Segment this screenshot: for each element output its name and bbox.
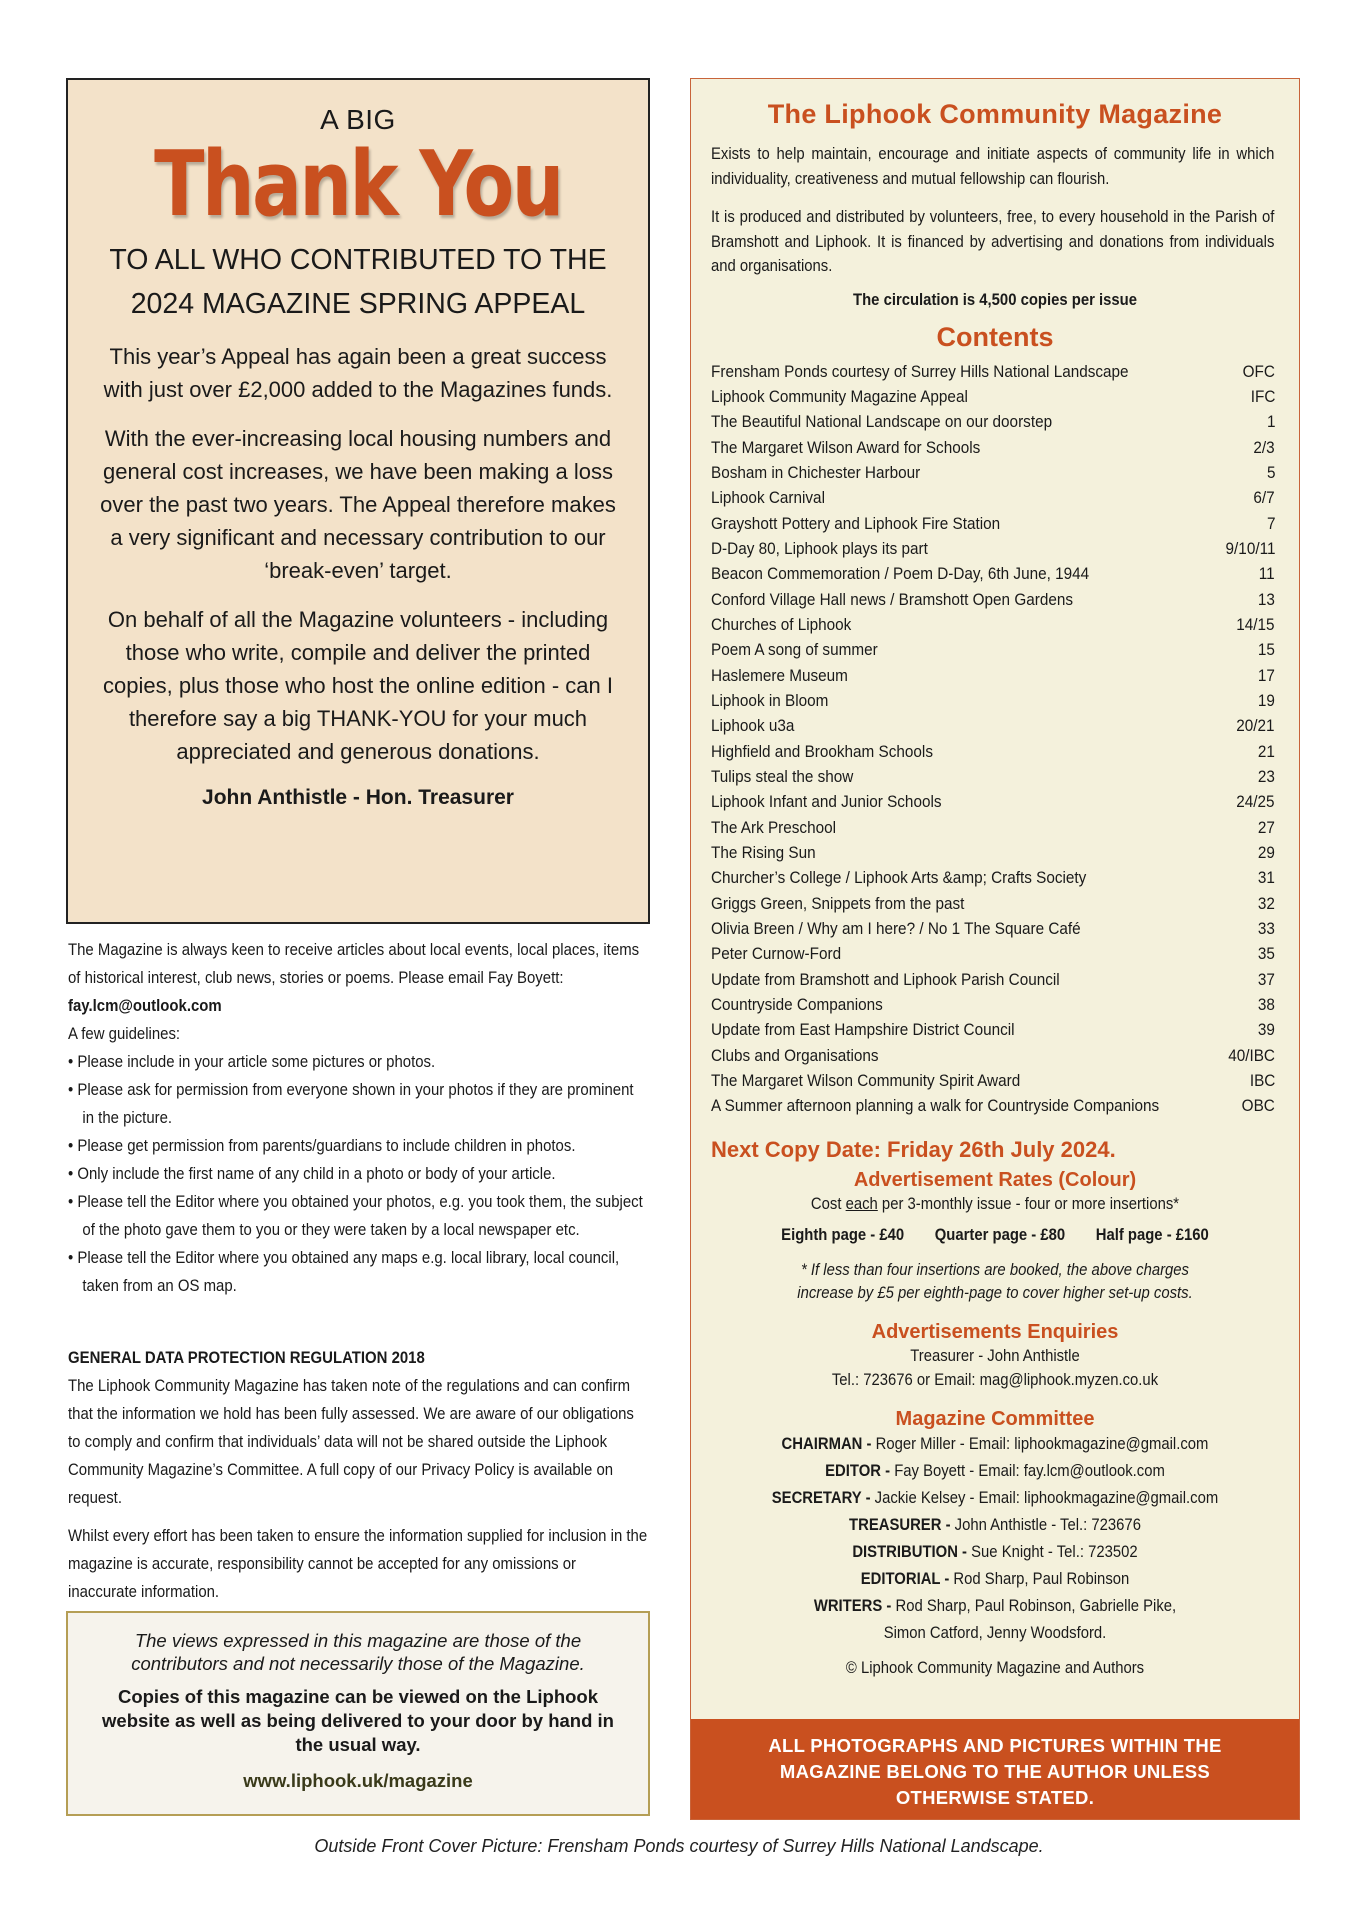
contents-item-page: 21 bbox=[1257, 741, 1275, 761]
guidelines-intro-text: The Magazine is always keen to receive articles about local events, local places, items of historical interest, club news, stories or poems. Please email Fay Boyett: bbox=[68, 940, 640, 987]
committee-row bbox=[721, 1539, 1268, 1566]
guideline-item: • Please include in your article some pictures or photos. bbox=[68, 1052, 436, 1071]
contents-item-title: Liphook u3a bbox=[711, 716, 795, 736]
guideline-item: • Please tell the Editor where you obtained your photos, e.g. you took them, the subject of the photo gave them to you or they were taken by a local newspaper etc. bbox=[68, 1192, 643, 1239]
guideline-item: • Please tell the Editor where you obtained any maps e.g. local library, local council, taken from an OS map. bbox=[68, 1248, 620, 1295]
submission-guidelines bbox=[68, 936, 643, 1300]
cost-post: per 3-monthly issue - four or more insertions* bbox=[877, 1194, 1180, 1213]
contents-row bbox=[711, 384, 1275, 409]
contents-item-title: Frensham Ponds courtesy of Surrey Hills National Landscape bbox=[711, 361, 1129, 381]
contents-row bbox=[711, 536, 1275, 561]
committee-row bbox=[721, 1593, 1268, 1620]
contents-item-title: Haslemere Museum bbox=[711, 665, 848, 685]
contents-row bbox=[711, 739, 1275, 764]
ad-cost-line bbox=[721, 1192, 1268, 1216]
appeal-paragraph-1: This year’s Appeal has again been a great success with just over £2,000 added to the Magazines funds. bbox=[103, 344, 613, 402]
contents-row bbox=[711, 916, 1275, 941]
appeal-heading-line1: TO ALL WHO CONTRIBUTED TO THE bbox=[109, 244, 607, 276]
views-disclaimer: The views expressed in this magazine are those of the contributors and not necessarily those of the Magazine. bbox=[131, 1630, 585, 1674]
contents-row bbox=[711, 359, 1275, 384]
appeal-paragraph-3: On behalf of all the Magazine volunteers - including those who write, compile and deliver the printed copies, plus those who host the online edition - can I therefore say a big THANK-YOU for your much appreciated and generous donations. bbox=[103, 607, 613, 764]
contents-item-title: Countryside Companions bbox=[711, 995, 883, 1015]
contents-item-title: The Beautiful National Landscape on our doorstep bbox=[711, 412, 1053, 432]
cost-pre: Cost bbox=[810, 1194, 846, 1213]
committee-role: SECRETARY - bbox=[771, 1488, 871, 1507]
views-notice-box bbox=[66, 1611, 650, 1816]
banner-line2: MAGAZINE BELONG TO THE AUTHOR UNLESS bbox=[779, 1761, 1211, 1782]
committee-role: DISTRIBUTION - bbox=[852, 1542, 968, 1561]
committee-detail: Roger Miller - Email: liphookmagazine@gmail.com bbox=[871, 1434, 1209, 1453]
banner-line1: ALL PHOTOGRAPHS AND PICTURES WITHIN THE bbox=[768, 1735, 1222, 1756]
guideline-item: • Please get permission from parents/guardians to include children in photos. bbox=[68, 1136, 576, 1155]
contents-item-page: 2/3 bbox=[1253, 437, 1275, 457]
guidelines-intro bbox=[68, 936, 648, 1020]
contents-title: Contents bbox=[936, 321, 1054, 352]
cover-picture-caption: Outside Front Cover Picture: Frensham Ponds courtesy of Surrey Hills National Landscape. bbox=[314, 1836, 1044, 1856]
ad-rates-row bbox=[721, 1226, 1268, 1245]
appeal-paragraph-2: With the ever-increasing local housing numbers and general cost increases, we have been making a loss over the past two years. The Appeal therefore makes a very significant and necessary contribution to our ‘break-even’ target. bbox=[100, 426, 616, 583]
contents-item-title: Beacon Commemoration / Poem D-Day, 6th June, 1944 bbox=[711, 564, 1090, 584]
gdpr-title: GENERAL DATA PROTECTION REGULATION 2018 bbox=[68, 1348, 425, 1367]
copyright-line: © Liphook Community Magazine and Authors bbox=[845, 1658, 1145, 1677]
contents-item-title: Clubs and Organisations bbox=[711, 1045, 879, 1065]
contents-item-page: 27 bbox=[1257, 817, 1275, 837]
contents-item-title: Liphook in Bloom bbox=[711, 690, 829, 710]
committee-title: Magazine Committee bbox=[895, 1407, 1095, 1430]
contents-item-title: Bosham in Chichester Harbour bbox=[711, 462, 921, 482]
contents-item-title: Update from Bramshott and Liphook Parish Council bbox=[711, 969, 1060, 989]
committee-role: EDITOR - bbox=[825, 1461, 891, 1480]
ad-rates-title: Advertisement Rates (Colour) bbox=[853, 1168, 1137, 1191]
thank-you-panel bbox=[66, 78, 650, 924]
contents-item-title: The Margaret Wilson Award for Schools bbox=[711, 437, 981, 457]
rates-footnote bbox=[721, 1259, 1268, 1305]
enquiries-contact[interactable]: Tel.: 723676 or Email: mag@liphook.myzen.co.uk bbox=[831, 1370, 1159, 1389]
guideline-item: • Only include the first name of any child in a photo or body of your article. bbox=[68, 1164, 556, 1183]
appeal-heading bbox=[68, 238, 648, 326]
contents-item-page: 35 bbox=[1257, 944, 1275, 964]
contents-item-page: 11 bbox=[1259, 564, 1275, 584]
contents-item-page: 17 bbox=[1257, 665, 1275, 685]
committee-detail: Fay Boyett - Email: fay.lcm@outlook.com bbox=[890, 1461, 1165, 1480]
committee-row bbox=[721, 1566, 1268, 1593]
next-copy-date: Next Copy Date: Friday 26th July 2024. bbox=[711, 1136, 1116, 1162]
contents-item-page: 37 bbox=[1257, 969, 1275, 989]
enquiries-title: Advertisements Enquiries bbox=[871, 1320, 1119, 1343]
rate-half-page: Half page - £160 bbox=[1095, 1225, 1209, 1244]
contents-row bbox=[711, 637, 1275, 662]
contents-row bbox=[711, 789, 1275, 814]
magazine-website-link[interactable]: www.liphook.uk/magazine bbox=[243, 1770, 473, 1791]
rates-footnote-line2: increase by £5 per eighth-page to cover higher set-up costs. bbox=[797, 1283, 1193, 1302]
contents-item-page: OFC bbox=[1242, 361, 1275, 381]
contents-item-title: The Rising Sun bbox=[711, 843, 816, 863]
contents-item-page: 39 bbox=[1257, 1020, 1275, 1040]
contents-item-page: 20/21 bbox=[1236, 716, 1275, 736]
contents-item-title: Churches of Liphook bbox=[711, 614, 852, 634]
treasurer-signature: John Anthistle - Hon. Treasurer bbox=[202, 786, 514, 809]
contents-row bbox=[711, 1068, 1275, 1093]
contents-item-title: Peter Curnow-Ford bbox=[711, 944, 842, 964]
contents-item-title: Update from East Hampshire District Council bbox=[711, 1020, 1015, 1040]
contents-row bbox=[711, 511, 1275, 536]
contents-item-title: Grayshott Pottery and Liphook Fire Station bbox=[711, 513, 1001, 533]
committee-detail: Rod Sharp, Paul Robinson bbox=[949, 1569, 1130, 1588]
contents-row bbox=[711, 713, 1275, 738]
contents-item-title: A Summer afternoon planning a walk for Countryside Companions bbox=[711, 1096, 1160, 1116]
magazine-distribution-note: It is produced and distributed by volunteers, free, to every household in the Parish of Bramshott and Liphook. It is financed by advertising and donations from individuals and organisations. bbox=[711, 208, 1275, 275]
gdpr-section bbox=[68, 1344, 648, 1606]
rate-quarter-page: Quarter page - £80 bbox=[934, 1225, 1066, 1244]
magazine-title: The Liphook Community Magazine bbox=[767, 99, 1223, 129]
magazine-info-panel bbox=[690, 78, 1300, 1820]
contents-item-page: 23 bbox=[1257, 767, 1275, 786]
contents-list bbox=[711, 359, 1275, 1119]
contents-row bbox=[711, 815, 1275, 840]
contents-row bbox=[711, 435, 1275, 460]
contents-item-title: The Margaret Wilson Community Spirit Award bbox=[711, 1071, 1021, 1091]
contents-item-title: Churcher’s College / Liphook Arts &amp; Crafts Society bbox=[711, 868, 1087, 888]
contents-row bbox=[711, 485, 1275, 510]
contents-item-page: 7 bbox=[1266, 513, 1275, 533]
cost-each: each bbox=[845, 1194, 878, 1213]
contents-item-page: 6/7 bbox=[1253, 488, 1275, 508]
contents-item-page: 33 bbox=[1257, 919, 1275, 939]
contents-row bbox=[711, 941, 1275, 966]
appeal-heading-line2: 2024 MAGAZINE SPRING APPEAL bbox=[130, 288, 586, 320]
a-big-text: A BIG bbox=[320, 104, 396, 135]
contents-item-page: 13 bbox=[1257, 589, 1275, 609]
guideline-item: • Please ask for permission from everyone shown in your photos if they are prominent in the picture. bbox=[68, 1080, 634, 1127]
contents-row bbox=[711, 891, 1275, 916]
contents-row bbox=[711, 992, 1275, 1017]
committee-role: EDITORIAL - bbox=[860, 1569, 950, 1588]
contents-item-title: Conford Village Hall news / Bramshott Open Gardens bbox=[711, 589, 1074, 609]
disclaimer-paragraph: Whilst every effort has been taken to ensure the information supplied for inclusion in the magazine is accurate, responsibility cannot be accepted for any omissions or inaccurate information. bbox=[68, 1526, 648, 1601]
contents-row bbox=[711, 460, 1275, 485]
committee-detail: Jackie Kelsey - Email: liphookmagazine@gmail.com bbox=[870, 1488, 1219, 1507]
committee-detail: Sue Knight - Tel.: 723502 bbox=[967, 1542, 1138, 1561]
committee-row bbox=[721, 1485, 1268, 1512]
contents-item-title: Liphook Infant and Junior Schools bbox=[711, 792, 942, 812]
circulation-note: The circulation is 4,500 copies per issue bbox=[853, 290, 1137, 309]
contents-row bbox=[711, 1043, 1275, 1068]
contents-item-title: Highfield and Brookham Schools bbox=[711, 741, 933, 761]
contents-item-page: 31 bbox=[1257, 868, 1275, 888]
contents-row bbox=[711, 612, 1275, 637]
banner-line3: OTHERWISE STATED. bbox=[895, 1787, 1095, 1808]
contents-item-page: 38 bbox=[1257, 995, 1275, 1015]
contents-item-page: IFC bbox=[1250, 386, 1275, 406]
contents-item-page: 14/15 bbox=[1236, 614, 1275, 634]
contents-item-page: 29 bbox=[1257, 843, 1275, 863]
contents-row bbox=[711, 663, 1275, 688]
contents-row bbox=[711, 1017, 1275, 1042]
contents-row bbox=[711, 688, 1275, 713]
contents-row bbox=[711, 409, 1275, 434]
editor-email-link[interactable]: fay.lcm@outlook.com bbox=[68, 996, 222, 1015]
contents-item-title: D-Day 80, Liphook plays its part bbox=[711, 538, 928, 558]
contents-item-page: OBC bbox=[1241, 1096, 1275, 1116]
contents-item-title: The Ark Preschool bbox=[711, 817, 837, 837]
contents-item-page: IBC bbox=[1249, 1071, 1275, 1091]
contents-item-page: 1 bbox=[1266, 412, 1275, 432]
contents-item-title: Liphook Community Magazine Appeal bbox=[711, 386, 968, 406]
photo-rights-banner bbox=[691, 1719, 1299, 1819]
rates-footnote-line1: * If less than four insertions are booked, the above charges bbox=[800, 1260, 1189, 1279]
committee-row bbox=[721, 1512, 1268, 1539]
contents-row bbox=[711, 764, 1275, 789]
contents-row bbox=[711, 840, 1275, 865]
committee-list bbox=[691, 1431, 1299, 1620]
committee-role: WRITERS - bbox=[813, 1596, 892, 1615]
contents-row bbox=[711, 1093, 1275, 1118]
contents-item-title: Tulips steal the show bbox=[711, 767, 854, 786]
committee-detail: John Anthistle - Tel.: 723676 bbox=[950, 1515, 1141, 1534]
contents-item-title: Griggs Green, Snippets from the past bbox=[711, 893, 965, 913]
contents-item-title: Liphook Carnival bbox=[711, 488, 825, 508]
contents-item-title: Olivia Breen / Why am I here? / No 1 The Square Café bbox=[711, 919, 1081, 939]
rate-eighth-page: Eighth page - £40 bbox=[781, 1225, 905, 1244]
magazine-mission: Exists to help maintain, encourage and initiate aspects of community life in which individuality, creativeness and mutual fellowship can flourish. bbox=[711, 145, 1275, 188]
enquiries-treasurer: Treasurer - John Anthistle bbox=[910, 1346, 1080, 1365]
committee-role: CHAIRMAN - bbox=[781, 1434, 872, 1453]
contents-item-page: 40/IBC bbox=[1228, 1045, 1275, 1065]
guidelines-lead: A few guidelines: bbox=[68, 1024, 181, 1043]
committee-role: TREASURER - bbox=[849, 1515, 951, 1534]
online-copies-note: Copies of this magazine can be viewed on the Liphook website as well as being delivered to your door by hand in the usual way. bbox=[102, 1686, 614, 1755]
contents-item-page: 15 bbox=[1257, 640, 1275, 660]
committee-row bbox=[721, 1431, 1268, 1458]
gdpr-paragraph: The Liphook Community Magazine has taken note of the regulations and can confirm that the information we hold has been fully assessed. We are aware of our obligations to comply and confirm that individuals’ data will not be shared outside the Liphook Community Magazine’s Committee. A full copy of our Privacy Policy is available on request. bbox=[68, 1376, 634, 1507]
contents-row bbox=[711, 967, 1275, 992]
contents-item-page: 9/10/11 bbox=[1225, 538, 1275, 558]
contents-item-page: 32 bbox=[1257, 893, 1275, 913]
contents-item-page: 5 bbox=[1266, 462, 1275, 482]
contents-row bbox=[711, 587, 1275, 612]
committee-row bbox=[721, 1458, 1268, 1485]
writers-continued: Simon Catford, Jenny Woodsford. bbox=[883, 1623, 1107, 1642]
contents-item-page: 24/25 bbox=[1236, 792, 1275, 812]
thank-you-headline: Thank You bbox=[154, 132, 562, 237]
contents-item-page: 19 bbox=[1257, 690, 1275, 710]
contents-item-title: Poem A song of summer bbox=[711, 640, 878, 660]
contents-row bbox=[711, 561, 1275, 586]
contents-row bbox=[711, 865, 1275, 890]
committee-detail: Rod Sharp, Paul Robinson, Gabrielle Pike, bbox=[891, 1596, 1177, 1615]
